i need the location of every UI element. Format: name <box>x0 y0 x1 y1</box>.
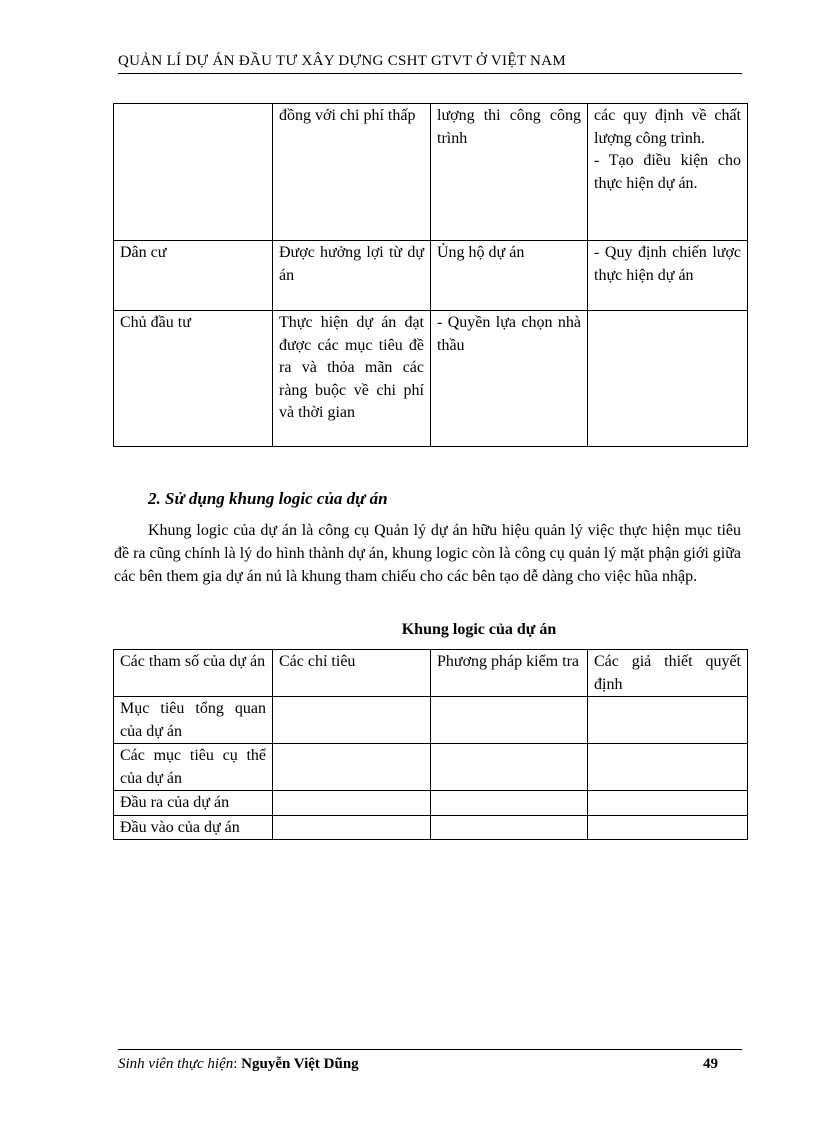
table-cell <box>588 697 748 744</box>
table-cell <box>588 791 748 816</box>
table-cell: Được hưởng lợi từ dự án <box>273 241 431 311</box>
table-cell <box>273 744 431 791</box>
table-row <box>114 241 748 311</box>
footer-label: Sinh viên thực hiện <box>118 1056 234 1072</box>
page-footer <box>118 1049 742 1073</box>
table-cell: Đầu ra của dự án <box>114 791 273 816</box>
column-header: Phương pháp kiểm tra <box>431 650 588 697</box>
table-cell: Các mục tiêu cụ thể của dự án <box>114 744 273 791</box>
table-cell: Đầu vào của dự án <box>114 815 273 840</box>
column-header: Các chỉ tiêu <box>273 650 431 697</box>
table-cell: Chủ đầu tư <box>114 311 273 447</box>
table-row <box>114 744 748 791</box>
table-row <box>114 104 748 241</box>
table-cell: các quy định về chất lượng công trình. - Tạo điều kiện cho thực hiện dự án. <box>588 104 748 241</box>
table-cell <box>273 697 431 744</box>
table-row <box>114 697 748 744</box>
table-cell <box>431 815 588 840</box>
table-cell: lượng thi công công trình <box>431 104 588 241</box>
body-paragraph: Khung logic của dự án là công cụ Quản lý dự án hữu hiệu quản lý việc thực hiện mục tiêu đề ra cũng chính là lý do hình thành dự án, khung logic còn là công cụ quản lý mặt phận giới giữa các bên them gia dự án nú là khung tham chiếu cho các bên tạo dễ dàng cho việc hũa nhập. <box>114 522 741 585</box>
table-cell <box>431 791 588 816</box>
table-cell: Mục tiêu tổng quan của dự án <box>114 697 273 744</box>
table-cell <box>588 311 748 447</box>
column-header: Các tham số của dự án <box>114 650 273 697</box>
table-cell <box>273 815 431 840</box>
table-row <box>114 791 748 816</box>
table-cell: Thực hiện dự án đạt được các mục tiêu đề ra và thỏa mãn các ràng buộc về chi phí và thời gian <box>273 311 431 447</box>
table-row <box>114 311 748 447</box>
section-heading: 2. Sử dụng khung logic của dự án <box>148 489 388 508</box>
table-cell <box>588 744 748 791</box>
table-caption: Khung logic của dự án <box>401 621 557 638</box>
table-cell <box>273 791 431 816</box>
page-header: QUẢN LÍ DỰ ÁN ĐẦU TƯ XÂY DỰNG CSHT GTVT Ở VIỆT NAM <box>118 53 742 74</box>
footer-separator: : <box>233 1056 242 1072</box>
column-header: Các giả thiết quyết định <box>588 650 748 697</box>
table-cell <box>114 104 273 241</box>
logic-framework-table <box>113 649 748 840</box>
author-name: Nguyễn Việt Dũng <box>241 1056 359 1072</box>
table-row <box>114 815 748 840</box>
table-cell: đồng với chi phí thấp <box>273 104 431 241</box>
table-cell <box>431 744 588 791</box>
table-cell <box>431 697 588 744</box>
stakeholder-table <box>113 103 748 447</box>
table-cell: Dân cư <box>114 241 273 311</box>
table-header-row <box>114 650 748 697</box>
page-number: 49 <box>703 1056 718 1072</box>
table-cell <box>588 815 748 840</box>
table-cell: - Quyền lựa chọn nhà thầu <box>431 311 588 447</box>
table-cell: - Quy định chiến lược thực hiện dự án <box>588 241 748 311</box>
table-cell: Ủng hộ dự án <box>431 241 588 311</box>
